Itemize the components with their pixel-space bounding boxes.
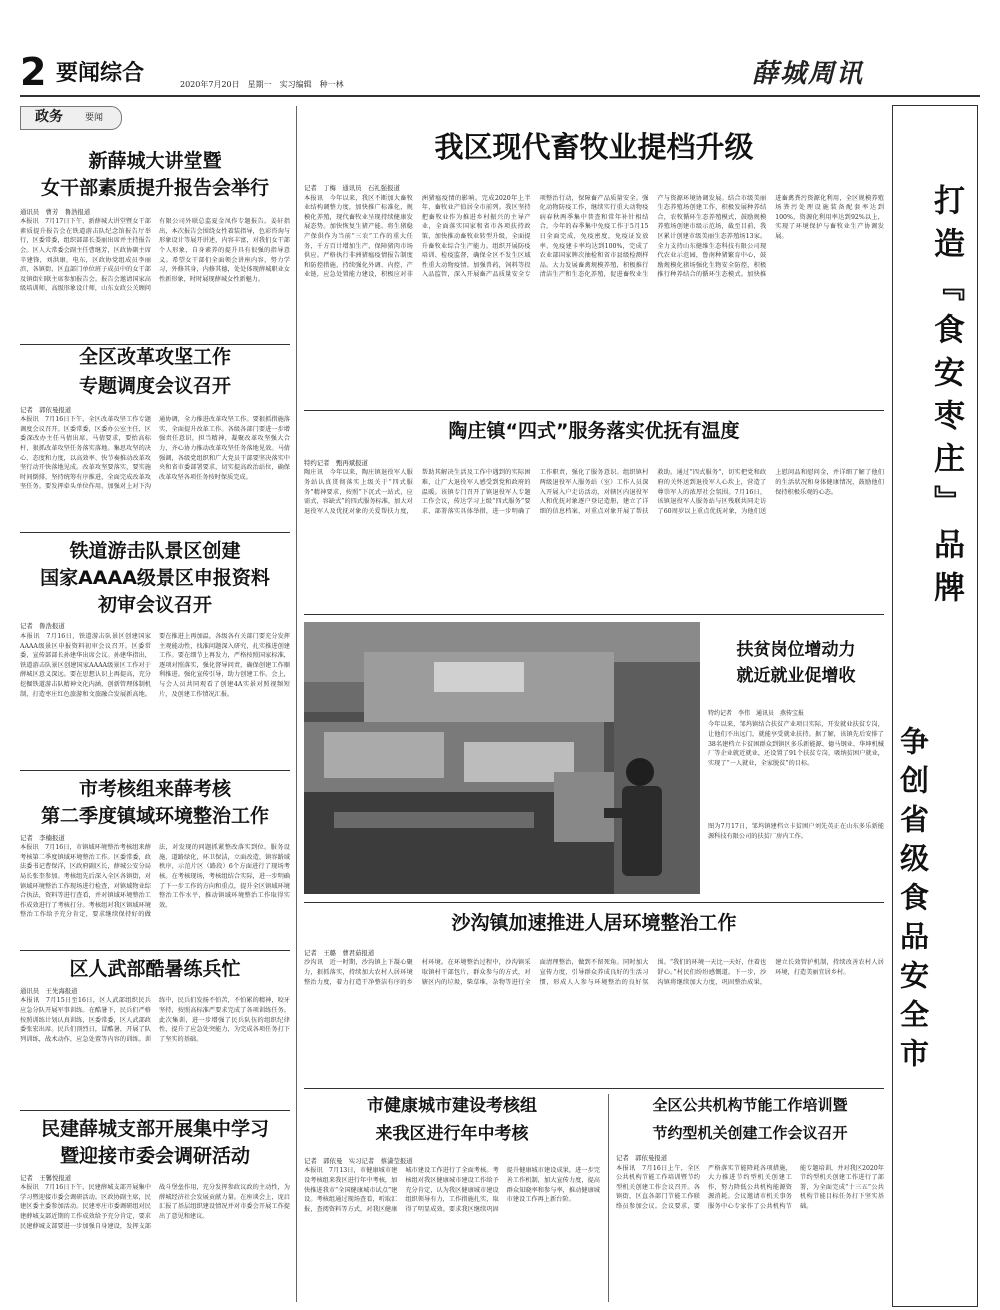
factory-photo <box>304 622 700 894</box>
divider <box>304 1088 884 1089</box>
factory-photo-illustration <box>304 622 700 894</box>
masthead <box>0 0 1000 104</box>
headline-line: 第二季度镇域环境整治工作 <box>40 804 269 827</box>
column-tag-main: 政务 <box>35 109 63 125</box>
headline-line: 市考核组来薛考核 <box>78 778 231 800</box>
headline-line: 初审会议召开 <box>97 593 212 616</box>
page-number: 2 <box>20 50 47 94</box>
headline-line: 铁道游击队景区创建 <box>69 540 241 562</box>
masthead-rule <box>20 95 980 97</box>
divider <box>304 902 884 903</box>
divider <box>20 532 290 533</box>
headline-line: 新薛城大讲堂暨 <box>88 150 222 172</box>
headline-line: 全区改革攻坚工作 <box>78 346 231 368</box>
divider <box>20 950 290 951</box>
article-militia-training <box>20 958 290 1088</box>
article-body: 本报讯 7月15日至16日，区人武部组织民兵应急分队开展军事训练。在酷暑下，民兵们严格按照训练计划认真训练，区委常委，区人武部政委张宏出席。民兵们顶烈日，冒酷暑，开展了队列训练，战术动作，应急处置等内容的训练。训练中，民兵们发扬不怕苦，不怕累的精神，咬牙坚持，按照高标准严要求完成了各项训练任务。此次集训，进一步增强了民兵队伍的组织纪律性，提升了应急处突能力，为完成各项任务打下了坚实的基础。 <box>20 997 290 1043</box>
article-taozhuang-service <box>304 420 884 604</box>
article-body: 本报讯 今年以来，我区不断加大畜牧业结构调整力度，加快推广标准化，规模化养殖，现代畜牧业呈现持续健康发展态势。加快恢复生猪产能。将生猪稳产保供作为当前“三农”工作的重大任务，千方百计增加生产，保障猪肉市场供应。严格执行非洲猪瘟疫情报告制度和防控措施，持续强化外调、内控，产业链，应急处置能力建设，积极应对非洲猪瘟疫情的影响。完成2020年上半年，畜牧业产值居全市前列。我区坚持把畜牧业作为推进乡村振兴的主导产业，全面落实国家和省市各项扶持政策，加快推动畜牧业转型升级，全面提升畜牧业综合生产能力。组织开展防疫培训、检疫监督，确保全区不发生区域性重大动物疫情。加强兽药，饲料等投入品监管，深入开展畜产品质量安全专项整治行动，保障畜产品质量安全。强化动物防疫工作，继续实行重大动物疫病春秋两季集中普查和常年补针相结合，今年的春季集中免疫工作于5月15日全面完成，免疫密度，免疫证发放率，免疫建卡率均达到100%，完成了农业部国家牌次抽检和省市县级检测样品。大力发展畜禽规模养殖，积极推行清洁生产和生态化养殖，促进畜牧业生产与资源环境协调发展。结合市级美丽生态养殖场创建工作，积极发展种养结合，农牧循环生态养殖模式，鼓励规模养殖场创建市级示范场，截至目前，我区累计创建市级美丽生态养殖场13家。全力支持山东健维生态科技有限公司现代农业示范园，鲁南种猪繁育中心，鼓励规模化猪场强化生物安全防控，积极推行种养结合的循环生态模式。加快推进畜禽粪污资源化利用，全区规模养殖场粪污处理设施装备配套率达到100%，资源化利用率达到92%以上，实现了环境保护与畜牧业生产协调发展。 <box>304 194 884 279</box>
byline: 特约记者 李伟 通讯员 燕传宝报 <box>708 709 805 717</box>
byline: 通讯员 曹芳 鲁浩报道 <box>20 207 91 216</box>
headline-line: 扶贫岗位增动力 <box>736 640 856 660</box>
article-body: 本报讯 7月16日，市镇域环境整治考核组来薛考核第二季度镇域环境整治工作。区委常委，政法委书记曹保洋，区政府副区长，薛城公安分局局长张奎参加。考核组先后深入全区各镇街，对镇域环境整治工作现场进行检查，对镇域物业综合执法，资料等进行查看，并对镇域环境整治工作成效进行了考核打分。考核组对我区镇域环境整治工作给予充分肯定，要求继续保持好的做法，对发现的问题抓紧整改落实到位。服务设施，道路绿化，环卫保洁，立面改造，镇容路域秩序，示范片区（路段）6个方面进行了现场考核。在考核现场，考核组结合实际，进一步明确了下一步工作的方向和重点，提升全区镇域环境整治工作水平，推动镇域环境整治工作取得实效。 <box>20 844 290 919</box>
article-lecture <box>20 150 290 331</box>
byline: 记者 鲁浩报道 <box>20 622 65 631</box>
headline-line: 就近就业促增收 <box>736 666 856 687</box>
article-body: 沙沟讯 近一时期，沙沟镇上下凝心聚力，狠抓落实，持续加大农村人居环境整治力度，着力打造干净整洁有序的乡村环境。在环境整治过程中，沙沟镇采取镇村干部包片，群众参与的方式，对辖区内的垃圾，柴草堆，杂物等进行全面清理整治，做到不留死角。同时加大宣传力度，引导群众养成良好的生活习惯，形成人人参与环境整治的良好氛围。“我们的环境一天比一天好，住着也舒心。”村民们纷纷感慨道。下一步，沙沟镇将继续加大力度，巩固整治成果，建立长效管护机制，持续改善农村人居环境，打造美丽宜居乡村。 <box>304 959 884 986</box>
byline: 记者 郭依曼报道 <box>20 405 72 414</box>
column-tag-sub: 要闻 <box>85 113 104 123</box>
article-body: 陶庄讯 今年以来，陶庄镇退役军人服务站认真贯彻落实上级关于“四式服务”精神要求，按照“下沉式一站式，应需式，容缺式”的四式服务标准，加大对退役军人及优抚对象的关爱帮扶力度，帮助其解决生活及工作中遇到的实际困难，让广大退役军人感受到党和政府的温暖。该镇专门召开了镇退役军人专题工作会议，传达学习上级“四式服务”要求，部署落实具体举措，进一步明确了工作职责，强化了服务意识。组织镇村两级退役军人服务站（室）工作人员深入开展入户走访活动，对辖区内退役军人和优抚对象逐户登记造册，建立了详细的信息档案，对重点对象开展了帮扶救助。通过“四式服务”，切实把党和政府的关怀送到退役军人心坎上，营造了尊崇军人的浓厚社会氛围。7月16日，该镇退役军人服务站与区残联共同走访了60周岁以上重点优抚对象，为他们送上慰问品和慰问金，并详细了解了他们的生活状况和身体健康情况，鼓励他们保持积极乐观的心态。 <box>304 469 884 515</box>
headline: 沙沟镇加速推进人居环境整治工作 <box>451 912 737 934</box>
column-tag <box>20 106 122 130</box>
byline: 记者 王馨悦报道 <box>20 1173 72 1182</box>
article-body: 今年以来，邹坞镇结合扶贫产业项目实际，开发就业扶贫专岗，让他们不出远门，就能享受就业扶持。据了解，该镇先后安排了38名建档立卡贫困群众到镇区多乐新能源、德马钢业、华坤机械厂等企业就近就业，还设置了91个扶贫专岗，吸纳贫困户就业，实现了“一人就业，全家脱贫”的目标。 <box>708 721 884 767</box>
headline-line: 区人武部酷暑练兵忙 <box>69 958 241 980</box>
lead-headline: 我区现代畜牧业提档升级 <box>434 130 754 164</box>
divider <box>304 614 884 615</box>
side-banner-line2: 争创省级食品安全市 <box>896 726 930 1077</box>
section-title: 要闻综合 <box>56 61 145 86</box>
article-energy-saving <box>616 1096 884 1282</box>
article-animal-husbandry <box>304 130 884 324</box>
headline-line: 暨迎接市委会调研活动 <box>59 1144 250 1167</box>
headline: 陶庄镇“四式”服务落实优抚有温度 <box>448 420 740 442</box>
article-body: 本报讯 7月13日，市健康城市建设考核组来我区进行年中考核，加快推进我市“全国健康城市试点”建设。考核组通过现场查看，听取汇报，查阅资料等方式，对我区健康城市建设工作进行了全面考核。考核组对我区健康城市建设工作给予充分肯定，认为我区健康城市建设组织领导有力，工作措施扎实，取得了明显成效。要求我区继续巩固提升健康城市建设成果，进一步完善工作机制，加大宣传力度，提高群众知晓率和参与率，推动健康城市建设工作再上新台阶。 <box>304 1167 600 1213</box>
article-body: 本报讯 7月16日下午，民建薛城支部开展集中学习暨迎接市委会调研活动。区政协副主席，民建区委主委参加活动。民建枣庄市委调研组对民建薛城支部近期的工作成效给予充分肯定，要求民建薛城支部要进一步加强自身建设，发挥支部战斗堡垒作用，充分发挥参政议政的主动性，为薛城经济社会发展贡献力量。在座谈会上，庞启汇报了基层组织建设情况并对市委会开展工作提出了意见和建议。 <box>20 1184 290 1230</box>
headline-line: 女干部素质提升报告会举行 <box>40 176 269 199</box>
photo-caption: 图为7月17日，邹坞镇建档立卡贫困户刘先英正在山东多乐新能源科技有限公司的扶贫厂房内工作。 <box>708 823 884 840</box>
article-democratic-league <box>20 1118 290 1293</box>
article-town-environment <box>20 778 290 943</box>
divider <box>20 1110 290 1111</box>
byline: 记者 王璐 曹君茹报道 <box>304 948 375 957</box>
byline: 记者 郭依曼 实习记者 蔡潇莹报道 <box>304 1156 413 1165</box>
byline: 特约记者 甄再斌报道 <box>304 458 368 467</box>
headline-line: 来我区进行年中考核 <box>375 1124 529 1145</box>
divider <box>20 344 290 345</box>
article-health-city <box>304 1096 600 1282</box>
article-shagou-environment <box>304 912 884 1064</box>
byline: 记者 丁梅 通讯员 石礼强报道 <box>304 184 400 192</box>
date-line: 2020年7月20日 星期一 实习编辑 种一林 <box>180 80 344 89</box>
headline-line: 全区公共机构节能工作培训暨 <box>652 1096 848 1114</box>
headline-line: 市健康城市建设考核组 <box>367 1096 537 1116</box>
divider <box>304 410 884 411</box>
article-body: 本报讯 7月16日下午，全区改革攻坚工作专题调度会议召开。区委常委，区委办公室主任，区委深改办主任马倩出席。马倩要求，要抬高标杆，狠抓改革攻坚任务落实落地。集思攻坚的决心、态度和力度，以高效率、快节奏推动改革攻坚行动开快落地见成。改革攻坚要落实，要实施时间倒排，坚持统筹有序推进，全面完成改革攻坚任务。要发挥牵头单位作用，加强对上对下沟通协调，全力推进改革攻坚工作。要狠抓措施落实，全面提升改革工作。各级各部门要进一步增强责任意识，担当精神，凝聚改革攻坚强大合力，齐心协力推动改革攻坚任务落地见效。马倩强调，各级党组织和广大党员干部要坚决落实中央和省市委部署要求，切实提高政治站位，确保改革攻坚各项任务按时保质完成。 <box>20 416 290 491</box>
side-banner <box>892 105 978 1307</box>
article-reform <box>20 346 290 521</box>
column-divider <box>296 106 297 1302</box>
byline: 记者 李楠报道 <box>20 833 65 842</box>
headline-line: 民建薛城支部开展集中学习 <box>40 1118 269 1140</box>
article-body: 本报讯 7月16日，铁道游击队景区创建国家AAAA级景区申报资料初审会议召开。区委常委，宣传部部长孙建华出席会议。孙建华指出，铁道游击队景区创建国家AAAA级景区工作对于薛城区意义深远。要在思想认识上再提高，充分挖掘铁道游击队精神文化内涵，创新管理体制机制，打造枣庄红色旅游和文旅融合发展新高地。要在推进上再加温，各级各有关部门要充分发挥主观能动性，找准问题深入研究，扎实推进创建工作。要在细节上再发力，严格按照国家标准，逐项对照落实，强化督导问责，确保创建工作顺利推进。强化宣传引导，助力创建工作。会上，与会人员共同观看了创建4A实景对照视频短片，及创建工作情况汇报。 <box>20 632 290 698</box>
headline-line: 专题调度会议召开 <box>78 374 231 397</box>
paper-name-logo: 薛城周讯 <box>752 59 865 89</box>
article-poverty-jobs <box>708 622 884 894</box>
article-body: 本报讯 7月17日下午，新薛城大讲堂暨女干部素质提升报告会在铁道游击队纪念馆报告厅举行，区委常委，组织部部长娄丽出席并主持报告会。区人大常委会副主任曹继芳，区政协副主席辛建锋，刘洪康，电东，区政协党组成员李丽滨，各镇街、区直部门单位班子成员中的女干部及镇街妇联主席参加报告会。报告会邀请国家高级培训师，高级形象设计师，山东女政公关顾问有限公司外联总监夏金凤作专题报告。姜轩指出，本次报告会围绕女性着装指导，色彩咨询与形象设计等展开讲述，内容丰富，对我们女干部个人形象，自身素养的提升具有很强的指导意义。希望女干部们全面领会讲座内容，努力学习，外修其身，内修其德，处处体现薛城职业女性新形象，时时展现薛城女性新魅力。 <box>20 218 290 293</box>
divider <box>20 770 290 771</box>
headline-line: 节约型机关创建工作会议召开 <box>652 1124 848 1142</box>
byline: 记者 郭依曼报道 <box>616 1154 668 1162</box>
headline-line: 国家AAAA级景区申报资料 <box>40 566 270 589</box>
byline: 通讯员 王先海报道 <box>20 986 78 995</box>
article-body: 本报讯 7月16日上午，全区公共机构节能工作培训暨节约型机关创建工作会议召开。各镇街，区直各部门节能工作联络员参加会议。会议要求，要严格落实节能降耗各项措施，大力推进节约型机关创建工作，努力降低公共机构能源资源消耗。会议邀请市机关事务服务中心专家作了公共机构节能专题培训，并对我区2020年节约型机关创建工作进行了部署，为全面完成“十三五”公共机构节能目标任务打下坚实基础。 <box>616 1164 884 1210</box>
column-divider <box>608 1094 609 1302</box>
article-railway-scenic <box>20 540 290 756</box>
side-banner-line1: 打造『食安枣庄』品牌 <box>928 184 964 614</box>
